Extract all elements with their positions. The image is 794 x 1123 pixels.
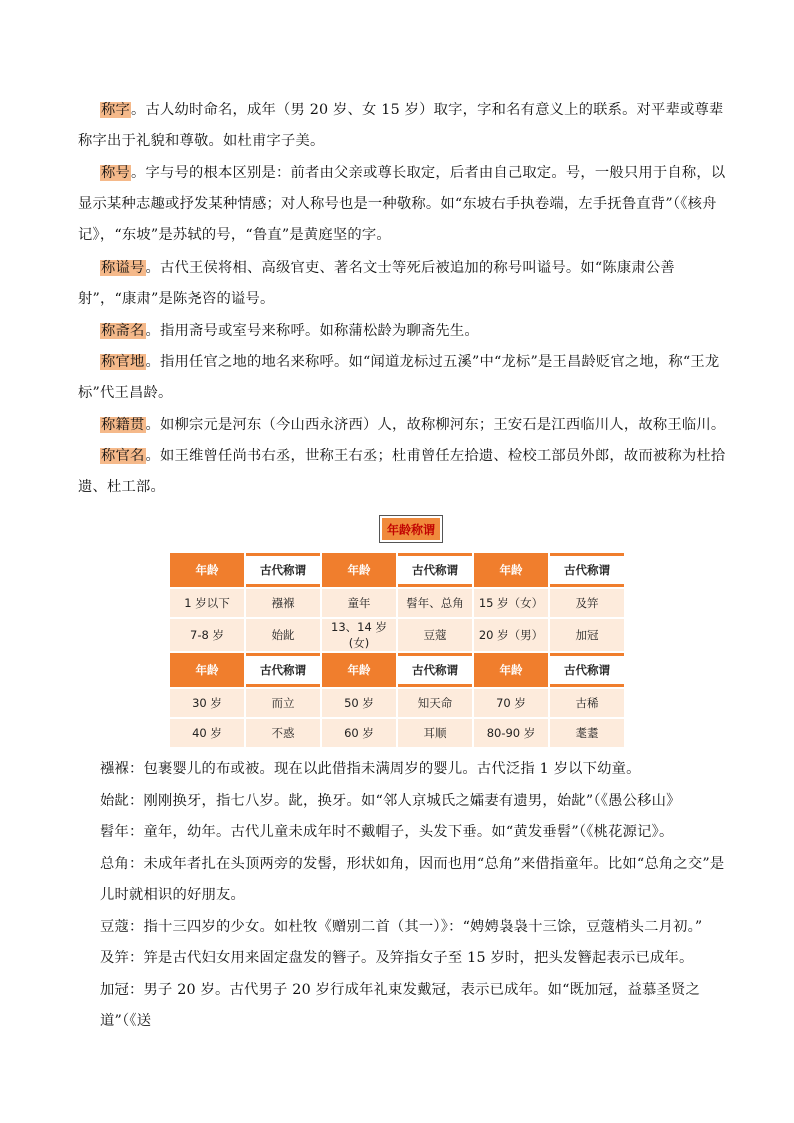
paragraph-native-place: 称籍贯。如柳宗元是河东（今山西永济西）人，故称柳河东；王安石是江西临川人，故称王临川。 — [101, 417, 726, 433]
table-cell: 古稀 — [550, 689, 624, 717]
header-cell: 年龄 — [322, 553, 396, 587]
term-highlight: 称号 — [101, 165, 130, 181]
table-cell: 15 岁（女） — [474, 589, 548, 617]
table-row — [170, 689, 624, 717]
paragraph-official-title: 称官名。如王维曾任尚书右丞，世称王右丞；杜甫曾任左拾遗、检校工部员外郎，故而被称为杜拾遗、杜工部。 — [78, 448, 726, 495]
table-row — [170, 589, 624, 617]
table-cell: 20 岁（男） — [474, 619, 548, 651]
note-teething: 始龀：刚刚换牙，指七八岁。龀，换牙。如“邻人京城氏之孀妻有遗男，始龀”（《愚公移山》 — [100, 793, 681, 809]
header-cell: 年龄 — [322, 653, 396, 687]
header-cell: 古代称谓 — [398, 653, 472, 687]
table-cell: 7-8 岁 — [170, 619, 244, 651]
paragraph-office-place: 称官地。指用任官之地的地名来称呼。如“闻道龙标过五溪”中“龙标”是王昌龄贬官之地，称“王龙标”代王昌龄。 — [78, 354, 720, 401]
note-swaddle: 襁褓：包裹婴儿的布或被。现在以此借指未满周岁的婴儿。古代泛指 1 岁以下幼童。 — [100, 761, 641, 777]
table-cell: 髫年、总角 — [398, 589, 472, 617]
table-cell: 80-90 岁 — [474, 719, 548, 747]
table-title: 年龄称谓 — [382, 518, 440, 540]
table-cell: 耳顺 — [398, 719, 472, 747]
note-hairpin: 及笄：笄是古代妇女用来固定盘发的簪子。及笄指女子至 15 岁时，把头发簪起表示已成年。 — [100, 950, 694, 966]
table-cell: 50 岁 — [322, 689, 396, 717]
table-cell: 而立 — [246, 689, 320, 717]
paragraph-studio-name: 称斋名。指用斋号或室号来称呼。如称蒲松龄为聊斋先生。 — [101, 323, 479, 339]
header-cell: 年龄 — [474, 653, 548, 687]
table-cell: 豆蔻 — [398, 619, 472, 651]
table-cell: 知天命 — [398, 689, 472, 717]
header-cell: 年龄 — [474, 553, 548, 587]
paragraph-pseudonym: 称号。字与号的根本区别是：前者由父亲或尊长取定，后者由自己取定。号，一般只用于自称，以显示某种志趣或抒发某种情感；对人称号也是一种敬称。如“东坡右手执卷端，左手抚鲁直背”（《核舟记》，“东坡”是苏轼的号，“鲁直”是黄庭坚的字。 — [78, 165, 726, 243]
table-cell: 70 岁 — [474, 689, 548, 717]
header-cell: 古代称谓 — [246, 553, 320, 587]
header-cell: 古代称谓 — [246, 653, 320, 687]
term-highlight: 称斋名 — [101, 323, 145, 339]
table-cell: 不惑 — [246, 719, 320, 747]
table-cell: 30 岁 — [170, 689, 244, 717]
table-cell: 40 岁 — [170, 719, 244, 747]
table-cell: 60 岁 — [322, 719, 396, 747]
paragraph-style-name: 称字。古人幼时命名，成年（男 20 岁、女 15 岁）取字，字和名有意义上的联系。对平辈或尊辈称字出于礼貌和尊敬。如杜甫字子美。 — [78, 102, 724, 149]
note-hair-tufts: 总角：未成年者扎在头顶两旁的发髻，形状如角，因而也用“总角”来借指童年。比如“总角之交”是儿时就相识的好朋友。 — [100, 856, 725, 903]
header-cell: 年龄 — [170, 653, 244, 687]
term-highlight: 称官地 — [101, 354, 145, 370]
table-cell: 及笄 — [550, 589, 624, 617]
table-cell: 始龀 — [246, 619, 320, 651]
term-highlight: 称官名 — [101, 448, 145, 464]
table-header-row — [170, 653, 624, 687]
header-cell: 年龄 — [170, 553, 244, 587]
table-row — [170, 619, 624, 651]
table-row — [170, 719, 624, 747]
term-highlight: 称谥号 — [101, 260, 145, 276]
note-cardamom: 豆蔻：指十三四岁的少女。如杜牧《赠别二首（其一）》：“娉娉袅袅十三馀，豆蔻梢头二月初。” — [100, 919, 703, 935]
term-highlight: 称字 — [101, 102, 130, 118]
table-cell: 襁褓 — [246, 589, 320, 617]
table-cell: 耄耋 — [550, 719, 624, 747]
age-terms-table — [168, 551, 626, 749]
header-cell: 古代称谓 — [550, 653, 624, 687]
paragraph-posthumous-name: 称谥号。古代王侯将相、高级官吏、著名文士等死后被追加的称号叫谥号。如“陈康肃公善射”，“康肃”是陈尧咨的谥号。 — [78, 260, 675, 307]
term-highlight: 称籍贯 — [101, 417, 145, 433]
note-childhood: 髫年：童年，幼年。古代儿童未成年时不戴帽子，头发下垂。如“黄发垂髫”（《桃花源记》。 — [100, 824, 674, 840]
header-cell: 古代称谓 — [398, 553, 472, 587]
table-cell: 1 岁以下 — [170, 589, 244, 617]
table-title-box — [379, 515, 443, 543]
table-cell: 13、14 岁(女) — [322, 619, 396, 651]
table-header-row — [170, 553, 624, 587]
table-cell: 加冠 — [550, 619, 624, 651]
table-cell: 童年 — [322, 589, 396, 617]
header-cell: 古代称谓 — [550, 553, 624, 587]
note-capping: 加冠：男子 20 岁。古代男子 20 岁行成年礼束发戴冠，表示已成年。如“既加冠，益慕圣贤之道”（《送 — [100, 982, 701, 1029]
